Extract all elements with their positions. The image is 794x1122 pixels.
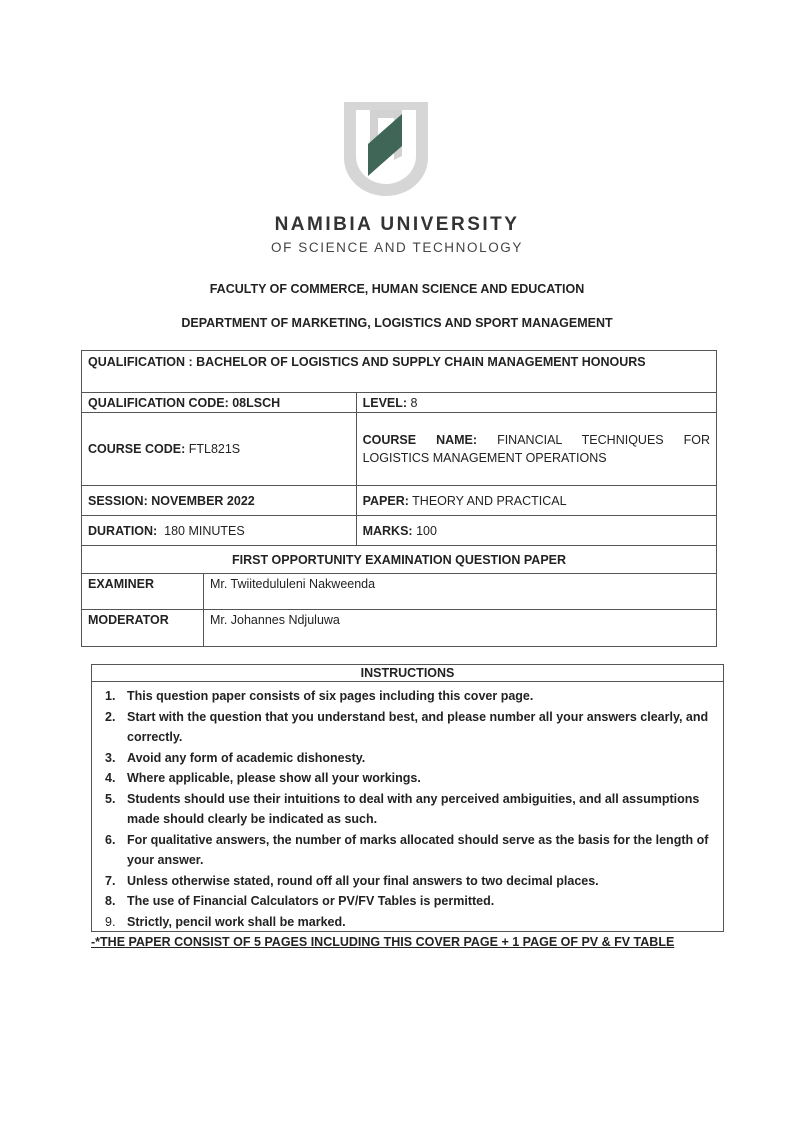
department-heading: DEPARTMENT OF MARKETING, LOGISTICS AND SPORT MANAGEMENT [181,316,613,330]
instruction-item: 5. Students should use their intuitions to deal with any perceived ambiguities, and all assumptions made should clearly be indicated as such. [105,791,700,826]
instructions-box [91,664,724,932]
instruction-item: 7. Unless otherwise stated, round off all your final answers to two decimal places. [105,873,599,888]
level-label: LEVEL: [362,395,408,410]
instruction-item: 2. Start with the question that you understand best, and please number all your answers clearly, and correctly. [105,709,709,744]
exam-info-table [81,350,717,647]
course-name-label: COURSE NAME: [362,433,478,447]
qualification-code: QUALIFICATION CODE: 08LSCH [88,395,281,410]
marks-value: 100 [416,523,437,538]
instructions-list [92,682,723,932]
moderator-label: MODERATOR [88,613,169,627]
course-code-label: COURSE CODE: [88,442,186,456]
faculty-heading: FACULTY OF COMMERCE, HUMAN SCIENCE AND EDUCATION [209,282,585,296]
instructions-title: INSTRUCTIONS [92,665,723,682]
marks-label: MARKS: [362,523,413,538]
instruction-item: 1. This question paper consists of six pages including this cover page. [105,689,534,703]
examiner-label: EXAMINER [88,577,154,591]
instruction-item: 3. Avoid any form of academic dishonesty. [105,750,366,765]
instruction-item: 9. Strictly, pencil work shall be marked. [105,914,346,929]
university-logo-icon [340,98,432,198]
duration-label: DURATION: [88,523,158,538]
exam-title: FIRST OPPORTUNITY EXAMINATION QUESTION PAPER [231,552,567,567]
instruction-item: 4. Where applicable, please show all your workings. [105,771,421,785]
qualification: QUALIFICATION : BACHELOR OF LOGISTICS AND SUPPLY CHAIN MANAGEMENT HONOURS [88,355,646,369]
university-name: NAMIBIA UNIVERSITY [274,214,520,235]
instruction-item: 8. The use of Financial Calculators or PV/FV Tables is permitted. [105,894,495,908]
paper-value: THEORY AND PRACTICAL [412,493,567,508]
course-name-value: FINANCIAL TECHNIQUES FOR LOGISTICS MANAGEMENT OPERATIONS [362,433,710,465]
paper-label: PAPER: [362,493,409,508]
duration-value: 180 MINUTES [164,523,245,538]
course-code-value: FTL821S [188,442,241,456]
level-value: 8 [410,395,418,410]
page-count-note: -*THE PAPER CONSIST OF 5 PAGES INCLUDING THIS COVER PAGE + 1 PAGE OF PV & FV TABLE [91,935,675,949]
moderator-value: Mr. Johannes Ndjuluwa [209,613,340,627]
instruction-item: 6. For qualitative answers, the number of marks allocated should serve as the basis for the length of your answer. [105,832,709,867]
university-subtitle: OF SCIENCE AND TECHNOLOGY [270,240,524,255]
session: SESSION: NOVEMBER 2022 [88,493,255,508]
examiner-value: Mr. Twiitedululeni Nakweenda [209,577,376,591]
